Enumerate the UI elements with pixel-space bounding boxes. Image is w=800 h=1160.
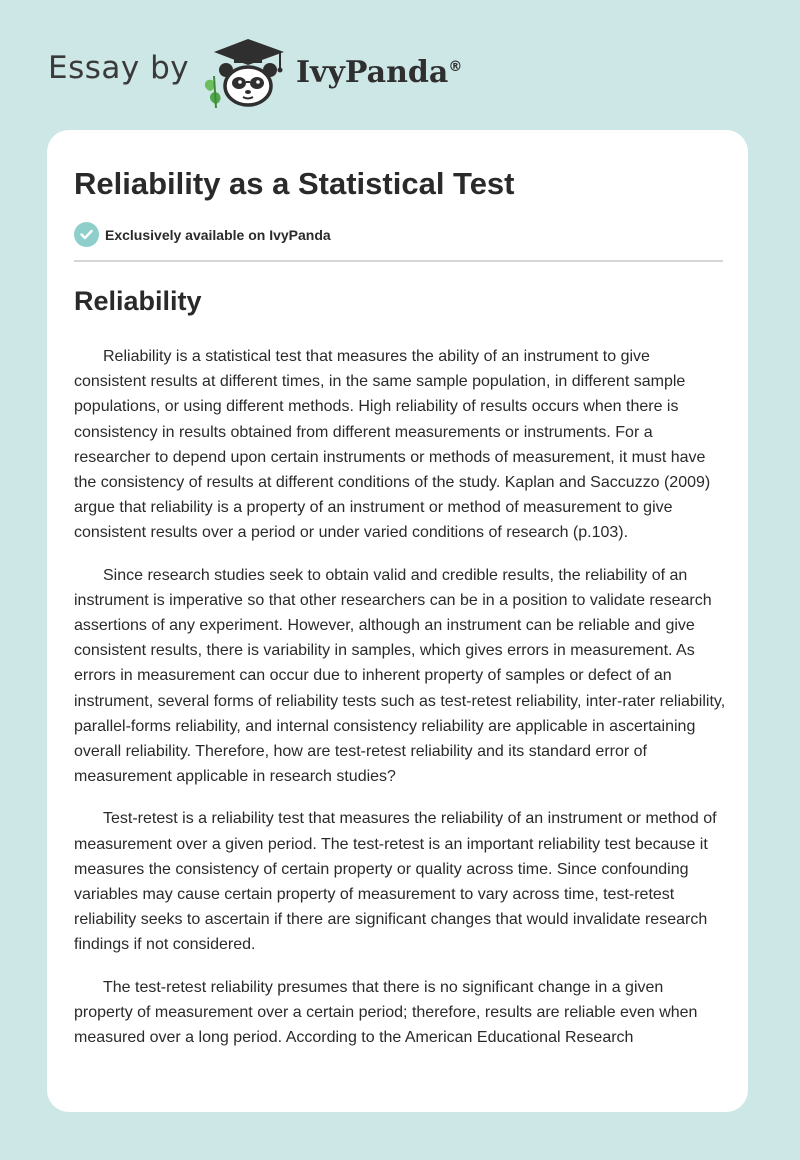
check-circle-icon — [74, 222, 99, 247]
brand-name[interactable] — [296, 55, 462, 90]
paragraph: The test-retest reliability presumes that there is no significant change in a given property of measurement over a certain period; therefore, results are reliable even when measured over a long period. According to the American Educational Research — [74, 978, 698, 1047]
essay-by-label: Essay by — [48, 50, 190, 86]
exclusive-badge — [74, 222, 331, 247]
paragraph: Reliability is a statistical test that measures the ability of an instrument to give consistent results at different times, in the same sample population, in different sample populations, or using different methods. High reliability of results occurs when there is consistency in results obtained from different measurements or instruments. For a researcher to depend upon certain instruments or methods of measurement, it must have the consistency of results at different conditions of the study. Kaplan and Saccuzzo (2009) argue that reliability is a property of an instrument or method of measurement to give consistent results over a period or under varied conditions of research (p.103). — [74, 348, 711, 542]
article-card — [47, 130, 748, 1112]
paragraph: Test-retest is a reliability test that measures the reliability of an instrument or method of measurement over a given period. The test-retest is an important reliability test because it measures the consistency of certain property or quality across time. Since confounding variables may cause certain property of measurement to vary across time, test-retest reliability seeks to ascertain if there are significant changes that would invalidate research findings if not considered. — [74, 810, 717, 954]
page-title: Reliability as a Statistical Test — [74, 166, 515, 201]
divider — [74, 260, 723, 262]
brand-name-text: IvyPanda — [296, 55, 449, 90]
exclusive-label: Exclusively available on IvyPanda — [105, 226, 331, 243]
paragraph: Since research studies seek to obtain valid and credible results, the reliability of an instrument is imperative so that other researchers can be in a position to validate research assertions of any experiment. However, although an instrument can be reliable and give consistent results, there is variability in samples, which gives errors in measurement. As errors in measurement can occur due to inherent property of samples or defect of an instrument, several forms of reliability tests such as test-retest reliability, inter-rater reliability, parallel-forms reliability, and internal consistency reliability are applicable in ascertaining overall reliability. Therefore, how are test-retest reliability and its standard error of measurement applicable in research studies? — [74, 566, 726, 786]
section-heading: Reliability — [74, 286, 202, 316]
article-body — [74, 344, 726, 1094]
panda-logo-icon[interactable] — [196, 36, 292, 108]
registered-mark: ® — [448, 59, 463, 75]
site-header — [0, 0, 800, 130]
